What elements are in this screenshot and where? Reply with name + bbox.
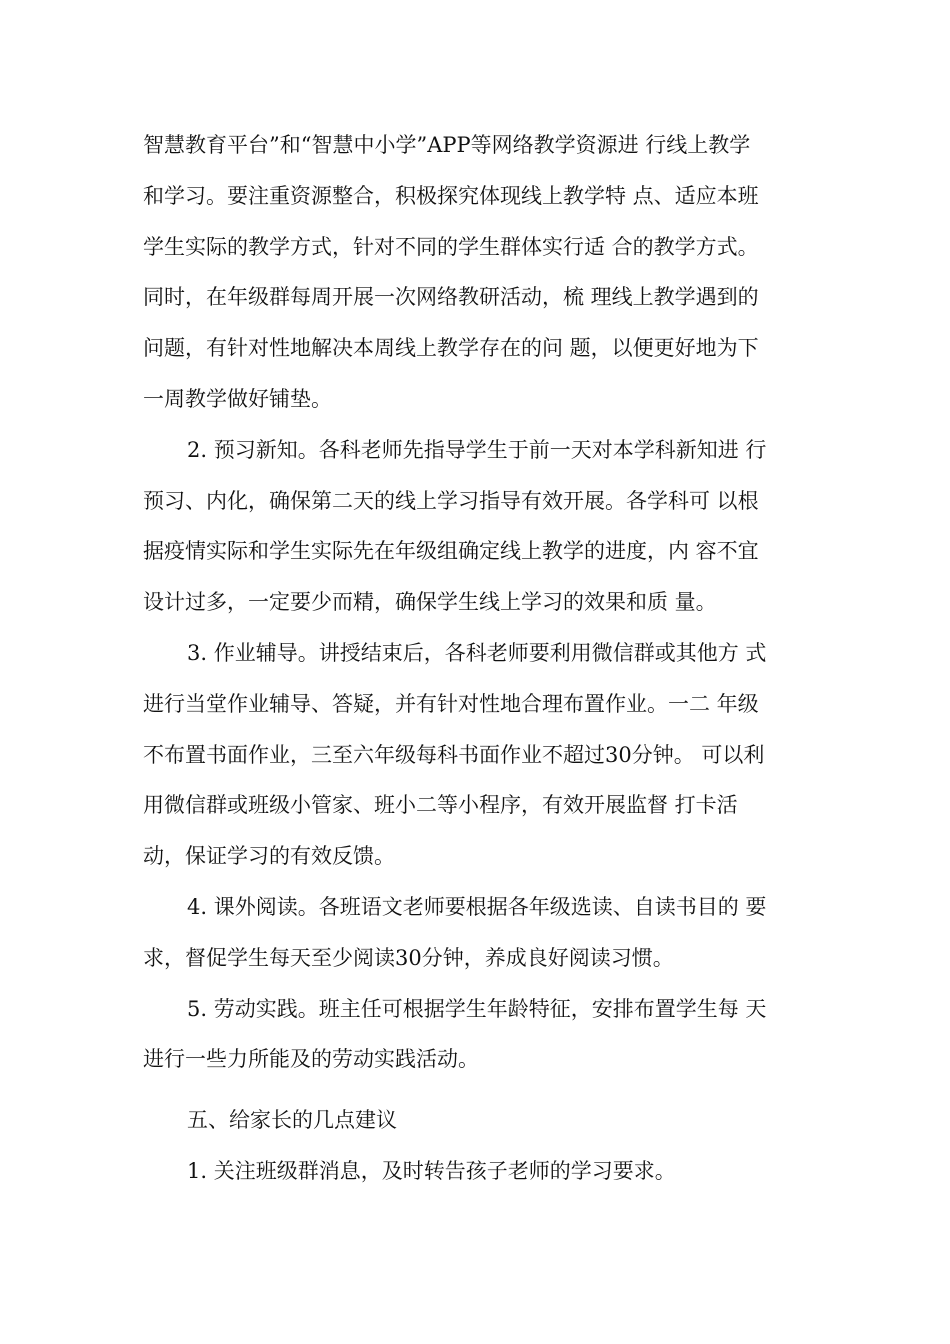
paragraph-2-start: 2. 预习新知。各科老师先指导学生于前一天对本学科新知进 行 — [187, 437, 767, 462]
text-line: 预习、内化，确保第二天的线上学习指导有效开展。各学科可 以根 — [143, 488, 759, 513]
text-line: 不布置书面作业，三至六年级每科书面作业不超过30分钟。 可以利 — [143, 742, 765, 767]
text-line: 进行当堂作业辅导、答疑，并有针对性地合理布置作业。一二 年级 — [143, 691, 759, 716]
text-line: 动，保证学习的有效反馈。 — [143, 844, 395, 869]
text-line: 同时，在年级群每周开展一次网络教研活动，梳 理线上教学遇到的 — [143, 285, 759, 310]
spacer — [143, 1085, 833, 1095]
text-line: 问题，有针对性地解决本周线上教学存在的问 题，以便更好地为下 — [143, 336, 759, 361]
section-heading: 五、给家长的几点建议 — [187, 1108, 397, 1133]
text-line: 设计过多，一定要少而精，确保学生线上学习的效果和质 量。 — [143, 590, 717, 615]
text-line: 和学习。要注重资源整合，积极探究体现线上教学特 点、适应本班 — [143, 183, 759, 208]
list-item: 1. 关注班级群消息，及时转告孩子老师的学习要求。 — [187, 1158, 676, 1183]
paragraph-5-start: 5. 劳动实践。班主任可根据学生年龄特征，安排布置学生每 天 — [187, 996, 767, 1021]
text-line: 学生实际的教学方式，针对不同的学生群体实行适 合的教学方式。 — [143, 234, 759, 259]
text-line: 一周教学做好铺垫。 — [143, 386, 332, 411]
body-text — [143, 120, 833, 1197]
text-line: 据疫情实际和学生实际先在年级组确定线上教学的进度，内 容不宜 — [143, 539, 759, 564]
text-line: 进行一些力所能及的劳动实践活动。 — [143, 1047, 479, 1072]
paragraph-3-start: 3. 作业辅导。讲授结束后，各科老师要利用微信群或其他方 式 — [187, 640, 767, 665]
text-line: 用微信群或班级小管家、班小二等小程序，有效开展监督 打卡活 — [143, 793, 738, 818]
text-line: 求，督促学生每天至少阅读30分钟，养成良好阅读习惯。 — [143, 945, 674, 970]
text-line: 智慧教育平台”和“智慧中小学”APP等网络教学资源进 行线上教学 — [143, 133, 751, 157]
paragraph-4-start: 4. 课外阅读。各班语文老师要根据各年级选读、自读书目的 要 — [187, 894, 767, 919]
